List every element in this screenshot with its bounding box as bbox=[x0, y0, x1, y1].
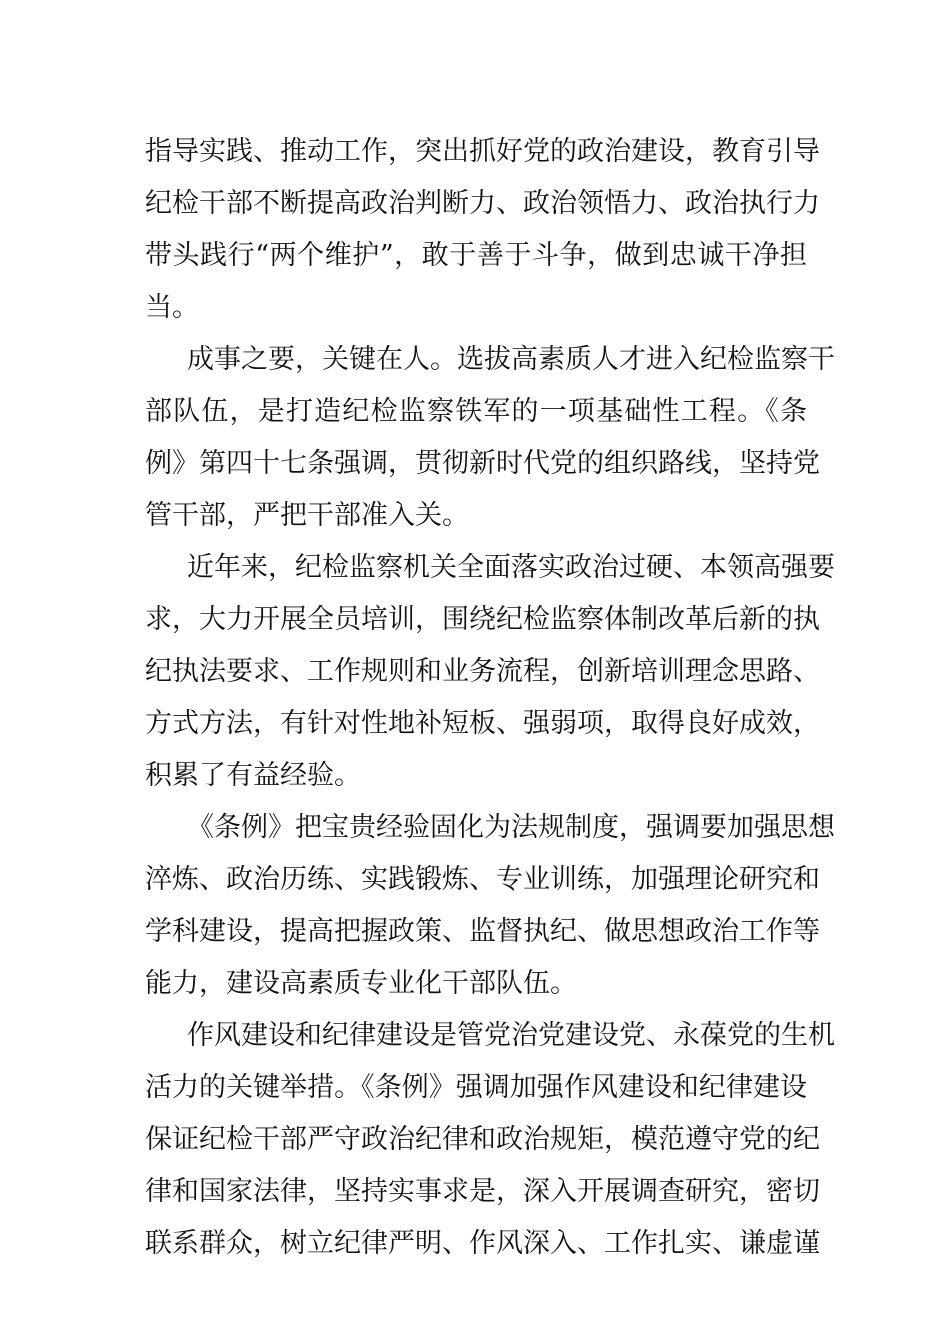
text-line: 求，大力开展全员培训，围绕纪检监察体制改革后新的执 bbox=[145, 604, 820, 635]
text-line: 例》第四十七条强调，贯彻新时代党的组织路线，坚持党 bbox=[145, 448, 820, 479]
text-line: 当。 bbox=[145, 292, 199, 323]
text-line: 带头践行“两个维护”，敢于善于斗争，做到忠诚干净担 bbox=[145, 240, 807, 271]
text-line: 学科建设，提高把握政策、监督执纪、做思想政治工作等 bbox=[145, 916, 820, 947]
text-line: 律和国家法律，坚持实事求是，深入开展调查研究，密切 bbox=[145, 1176, 820, 1207]
paragraph-first-line: 作风建设和纪律建设是管党治党建设党、永葆党的生机 bbox=[187, 1020, 835, 1051]
paragraph-first-line: 《条例》把宝贵经验固化为法规制度，强调要加强思想 bbox=[187, 812, 835, 843]
text-line: 管干部，严把干部准入关。 bbox=[145, 500, 469, 531]
document-body bbox=[145, 126, 835, 1270]
text-line: 部队伍，是打造纪检监察铁军的一项基础性工程。《条 bbox=[145, 396, 807, 427]
text-line: 方式方法，有针对性地补短板、强弱项，取得良好成效， bbox=[145, 708, 820, 739]
text-line: 指导实践、推动工作，突出抓好党的政治建设，教育引导 bbox=[145, 136, 820, 167]
paragraph-first-line: 成事之要，关键在人。选拔高素质人才进入纪检监察干 bbox=[187, 344, 835, 375]
text-line: 能力，建设高素质专业化干部队伍。 bbox=[145, 968, 577, 999]
text-line: 活力的关键举措。《条例》强调加强作风建设和纪律建设 bbox=[145, 1072, 807, 1103]
paragraph-first-line: 近年来，纪检监察机关全面落实政治过硬、本领高强要 bbox=[187, 552, 835, 583]
text-line: 纪执法要求、工作规则和业务流程，创新培训理念思路、 bbox=[145, 656, 820, 687]
text-line: 淬炼、政治历练、实践锻炼、专业训练，加强理论研究和 bbox=[145, 864, 820, 895]
text-line: 纪检干部不断提高政治判断力、政治领悟力、政治执行力 bbox=[145, 188, 820, 219]
text-line: 积累了有益经验。 bbox=[145, 760, 361, 791]
text-line: 联系群众，树立纪律严明、作风深入、工作扎实、谦虚谨 bbox=[145, 1228, 820, 1259]
text-line: 保证纪检干部严守政治纪律和政治规矩，模范遵守党的纪 bbox=[145, 1124, 820, 1155]
